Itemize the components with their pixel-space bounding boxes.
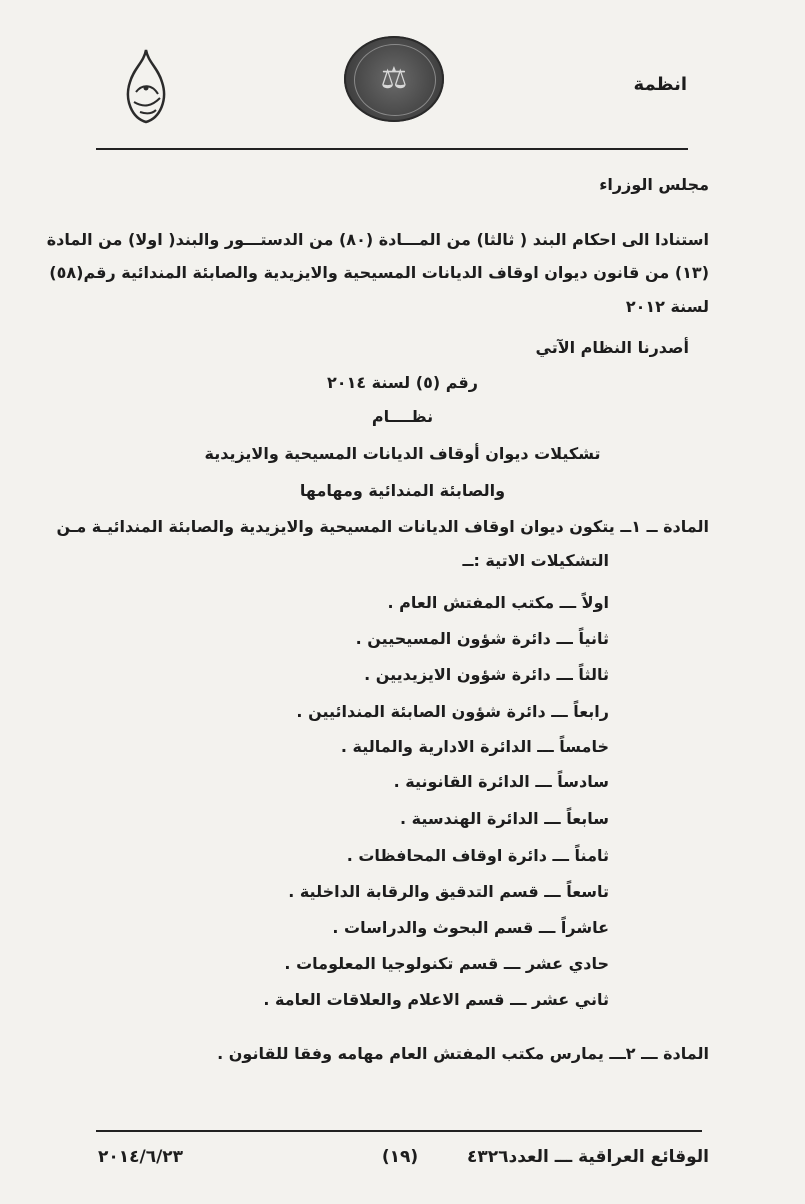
formation-item: عاشراً ـــ قسم البحوث والدراسات . — [332, 918, 609, 937]
formation-item: ثاني عشر ـــ قسم الاعلام والعلاقات العامة . — [263, 990, 609, 1009]
formation-item: ثامناً ـــ دائرة اوقاف المحافظات . — [346, 846, 609, 865]
gazette-issue: الوقائع العراقية ـــ العدد٤٣٢٦ — [466, 1147, 709, 1167]
formation-item: رابعاً ـــ دائرة شؤون الصابئة المندائيين . — [296, 702, 609, 721]
footer-rule — [96, 1130, 702, 1132]
formation-item: ثانياً ـــ دائرة شؤون المسيحيين . — [355, 629, 609, 648]
issued-statement: أصدرنا النظام الآتي — [535, 338, 689, 357]
formation-item: سادساً ـــ الدائرة القانونية . — [393, 772, 609, 791]
preamble-line-3: لسنة ٢٠١٢ — [625, 297, 709, 316]
ministry-seal-icon: ⚖ — [344, 36, 444, 122]
header-rule — [96, 148, 688, 150]
formation-item: خامساً ـــ الدائرة الادارية والمالية . — [340, 737, 609, 756]
publication-date: ٢٠١٤/٦/٢٣ — [98, 1147, 184, 1167]
formation-item: تاسعاً ـــ قسم التدقيق والرقابة الداخلية . — [288, 882, 609, 901]
preamble-line-2: (١٣) من قانون ديوان اوقاف الديانات المسيحية والايزيدية والصابئة المندائية رقم(٥٨) — [49, 263, 709, 282]
gazette-logo-icon — [118, 48, 174, 128]
article-1-line-2: التشكيلات الاتية :ــ — [462, 551, 609, 570]
regulation-label: نظــــام — [371, 407, 434, 426]
preamble-line-1: استنادا الى احكام البند ( ثالثا) من المـــادة (٨٠) من الدستـــور والبند( اولا) من المادة — [46, 230, 709, 249]
article-2: المادة ـــ ٢ـــ يمارس مكتب المفتش العام مهامه وفقا للقانون . — [217, 1044, 709, 1063]
formation-item: سابعاً ـــ الدائرة الهندسية . — [400, 809, 609, 828]
page-number: (١٩) — [381, 1147, 419, 1167]
article-1-line-1: المادة ــ ١ــ يتكون ديوان اوقاف الديانات المسيحية والايزيدية والصابئة المندائيـة مـن — [56, 517, 709, 536]
section-title: انظمة — [633, 74, 687, 95]
formation-item: اولاً ـــ مكتب المفتش العام . — [387, 593, 609, 612]
regulation-title-line-2: والصابئة المندائية ومهامها — [299, 481, 506, 500]
issuer: مجلس الوزراء — [599, 175, 709, 194]
regulation-number: رقم (٥) لسنة ٢٠١٤ — [327, 373, 478, 392]
regulation-title-line-1: تشكيلات ديوان أوقاف الديانات المسيحية والايزيدية — [204, 444, 601, 463]
formation-item: حادي عشر ـــ قسم تكنولوجيا المعلومات . — [284, 954, 609, 973]
formation-item: ثالثاً ـــ دائرة شؤون الايزيديين . — [364, 665, 609, 684]
